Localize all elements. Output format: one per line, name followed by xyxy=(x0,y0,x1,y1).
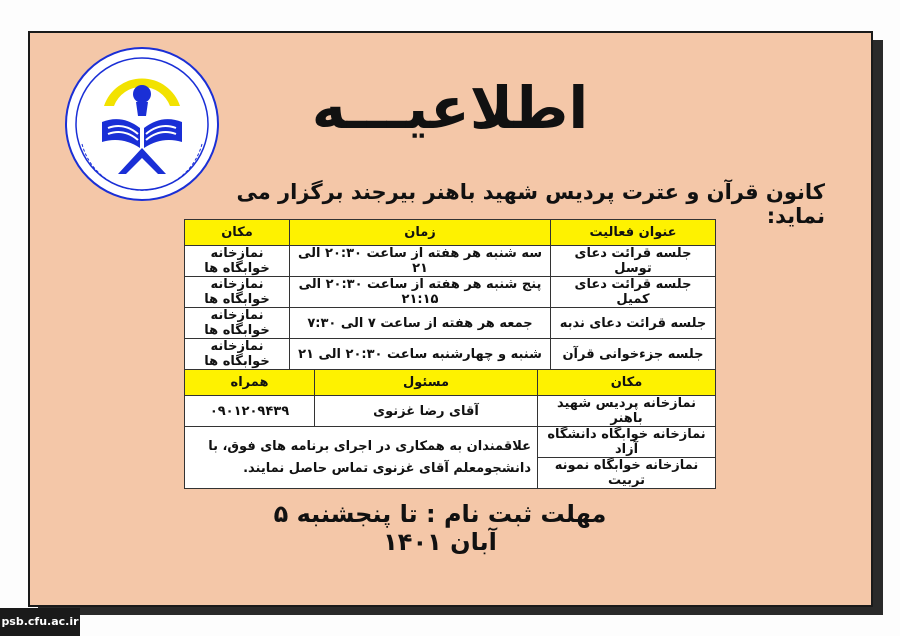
place-cell: نمازخانه خوابگاه نمونه تربیت xyxy=(538,458,716,489)
header-activity: عنوان فعالیت xyxy=(551,220,716,246)
place-cell: نمازخانه پردیس شهید باهنر xyxy=(538,396,716,427)
time-cell: شنبه و چهارشنبه ساعت ۲۰:۳۰ الی ۲۱ xyxy=(290,339,551,370)
header-responsible: مسئول xyxy=(315,370,538,396)
responsible-cell: آقای رضا غزنوی xyxy=(315,396,538,427)
panel-shadow-right xyxy=(873,40,883,615)
time-cell: پنج شنبه هر هفته از ساعت ۲۰:۳۰ الی ۲۱:۱۵ xyxy=(290,277,551,308)
panel-shadow-bottom xyxy=(38,607,883,615)
logo-icon xyxy=(62,44,222,204)
table-row xyxy=(185,277,716,308)
subtitle: کانون قرآن و عترت پردیس شهید باهنر بیرجند برگزار می نماید: xyxy=(236,180,825,228)
phone-cell: ۰۹۰۱۲۰۹۴۳۹ xyxy=(185,396,315,427)
table-row xyxy=(185,246,716,277)
activity-cell: جلسه قرائت دعای کمیل xyxy=(551,277,716,308)
location-cell: نمازخانه خوابگاه ها xyxy=(185,339,290,370)
activity-cell: جلسه قرائت دعای توسل xyxy=(551,246,716,277)
registration-deadline: مهلت ثبت نام : تا پنجشنبه ۵ آبان ۱۴۰۱ xyxy=(273,500,607,556)
page-title: اطلاعیـــه xyxy=(311,74,589,142)
schedule-table xyxy=(184,219,716,370)
table-row xyxy=(185,427,716,458)
contact-table xyxy=(184,369,716,489)
table-row xyxy=(185,396,716,427)
header-location: مکان xyxy=(185,220,290,246)
time-cell: سه شنبه هر هفته از ساعت ۲۰:۳۰ الی ۲۱ xyxy=(290,246,551,277)
table-header-row xyxy=(185,370,716,396)
location-cell: نمازخانه خوابگاه ها xyxy=(185,246,290,277)
time-cell: جمعه هر هفته از ساعت ۷ الی ۷:۳۰ xyxy=(290,308,551,339)
activity-cell: جلسه جزءخوانی قرآن xyxy=(551,339,716,370)
header-place: مکان xyxy=(538,370,716,396)
table-row xyxy=(185,308,716,339)
note-cell: علاقمندان به همکاری در اجرای برنامه های فوق، با دانشجومعلم آقای غزنوی تماس حاصل نمایند. xyxy=(185,427,538,489)
table-row xyxy=(185,339,716,370)
header-phone: همراه xyxy=(185,370,315,396)
location-cell: نمازخانه خوابگاه ها xyxy=(185,277,290,308)
table-header-row xyxy=(185,220,716,246)
location-cell: نمازخانه خوابگاه ها xyxy=(185,308,290,339)
activity-cell: جلسه قرائت دعای ندبه xyxy=(551,308,716,339)
header-time: زمان xyxy=(290,220,551,246)
place-cell: نمازخانه خوابگاه دانشگاه آزاد xyxy=(538,427,716,458)
site-watermark: psb.cfu.ac.ir xyxy=(0,608,80,636)
